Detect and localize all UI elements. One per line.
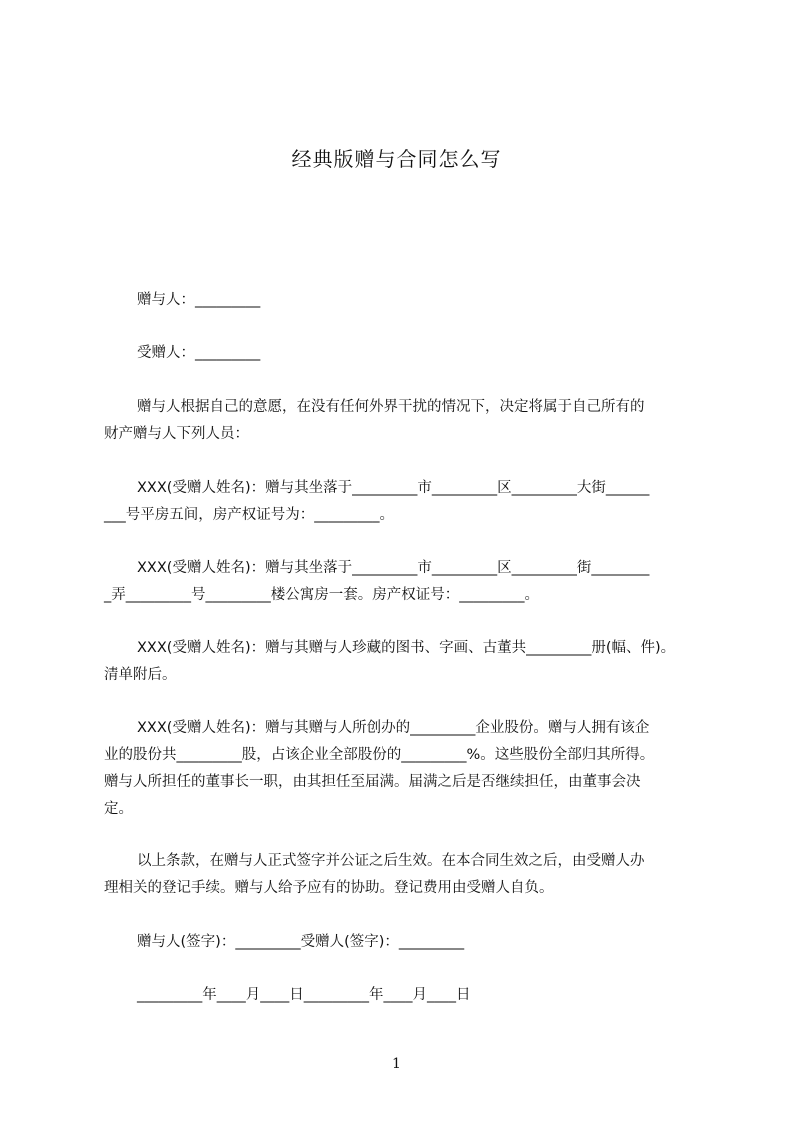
item-3-line: XXX(受赠人姓名)：赠与其赠与人珍藏的图书、字画、古董共_________册(幅、件)。 xyxy=(137,640,676,656)
item-4-line: XXX(受赠人姓名)：赠与其赠与人所创办的_________企业股份。赠与人拥有该企 xyxy=(137,720,650,736)
date-line: _________年____月____日_________年____月____日 xyxy=(137,987,471,1003)
donor-line: 赠与人：_________ xyxy=(137,292,261,308)
item-1-line: ___号平房五间，房产权证号为：_________。 xyxy=(104,507,394,523)
item-2-line: _弄_________号_________楼公寓房一套。房产权证号：_________。 xyxy=(104,587,539,603)
closing-paragraph-line: 以上条款，在赠与人正式签字并公证之后生效。在本合同生效之后，由受赠人办 xyxy=(137,853,645,869)
item-2-line: XXX(受赠人姓名)：赠与其坐落于_________市_________区_________街________ xyxy=(137,560,650,576)
donee-line: 受赠人：_________ xyxy=(137,345,261,361)
document-title: 经典版赠与合同怎么写 xyxy=(291,147,502,171)
item-4-line: 定。 xyxy=(104,801,133,817)
item-4-line: 业的股份共_________股，占该企业全部股份的_________%。这些股份全部归其所得。 xyxy=(104,747,655,763)
item-3-line: 清单附后。 xyxy=(104,667,177,683)
page-number: 1 xyxy=(392,1056,401,1072)
intro-paragraph-line: 赠与人根据自己的意愿，在没有任何外界干扰的情况下，决定将属于自己所有的 xyxy=(137,399,645,415)
signature-line: 赠与人(签字)：_________受赠人(签字)：_________ xyxy=(137,934,465,950)
item-4-line: 赠与人所担任的董事长一职，由其担任至届满。届满之后是否继续担任，由董事会决 xyxy=(104,774,641,790)
item-1-line: XXX(受赠人姓名)：赠与其坐落于_________市_________区_________大街______ xyxy=(137,480,650,496)
intro-paragraph-line: 财产赠与人下列人员： xyxy=(104,426,249,442)
closing-paragraph-line: 理相关的登记手续。赠与人给予应有的协助。登记费用由受赠人自负。 xyxy=(104,880,554,896)
